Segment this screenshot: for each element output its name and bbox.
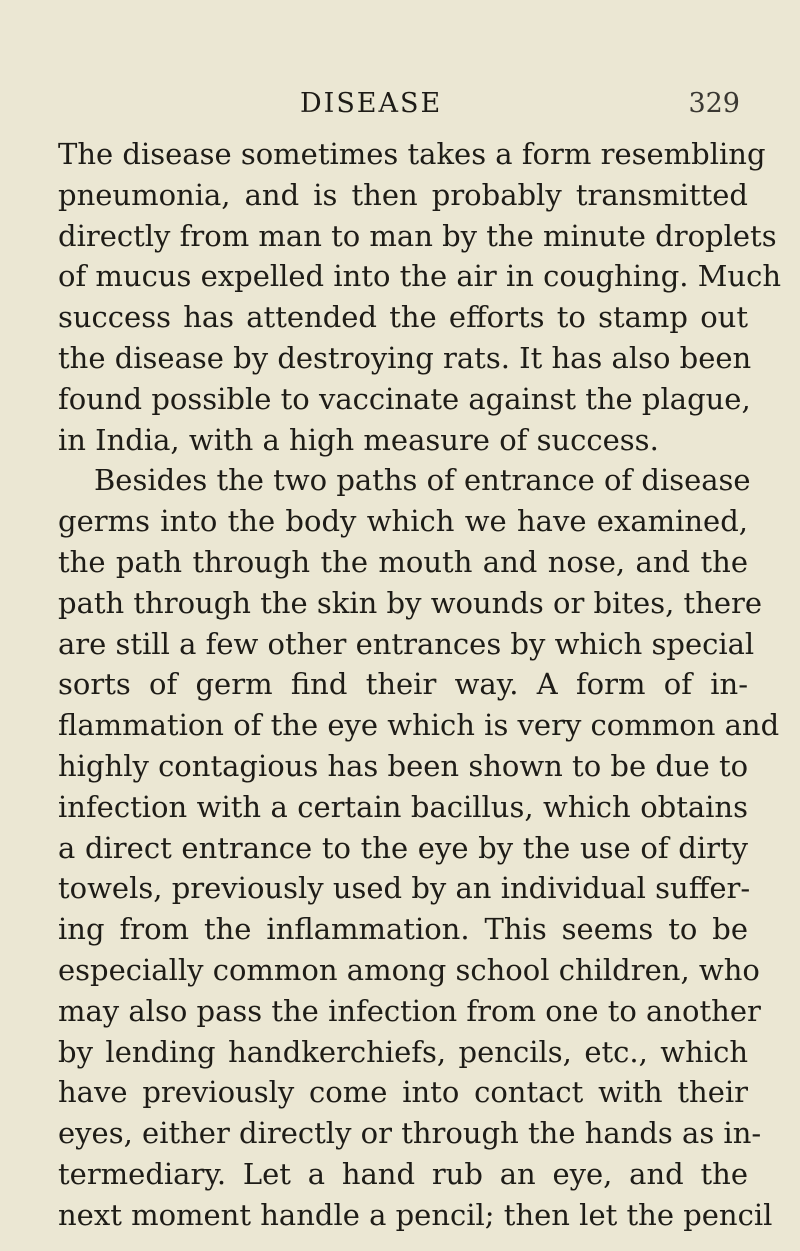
text-line: pneumonia, and is then probably transmitted xyxy=(58,177,748,212)
text-line: the disease by destroying rats. It has also been xyxy=(58,340,752,375)
text-line: towels, previously used by an individual suffer- xyxy=(58,871,751,906)
paragraph-start-line: Besides the two paths of entrance of disease xyxy=(94,463,751,498)
body-text xyxy=(58,134,782,1236)
text-line: a direct entrance to the eye by the use of dirty xyxy=(58,830,748,865)
text-line: of mucus expelled into the air in coughing. Much xyxy=(58,259,782,294)
text-line: directly from man to man by the minute droplets xyxy=(58,218,777,253)
paragraph-end-line: in India, with a high measure of success. xyxy=(58,422,659,457)
page-number: 329 xyxy=(688,88,740,119)
text-line: found possible to vaccinate against the plague, xyxy=(58,381,751,416)
text-line: by lending handkerchiefs, pencils, etc., which xyxy=(58,1034,748,1069)
text-line: termediary. Let a hand rub an eye, and the xyxy=(58,1156,748,1191)
chapter-title: DISEASE xyxy=(300,88,443,119)
text-line: The disease sometimes takes a form resembling xyxy=(58,137,766,171)
text-line: highly contagious has been shown to be due to xyxy=(58,748,749,783)
text-line: have previously come into contact with their xyxy=(58,1075,748,1110)
text-line: next moment handle a pencil; then let the pencil xyxy=(58,1197,773,1232)
text-line: success has attended the efforts to stamp out xyxy=(58,300,748,335)
running-head xyxy=(300,88,740,122)
text-line: eyes, either directly or through the hands as in- xyxy=(58,1116,762,1151)
text-line: infection with a certain bacillus, which obtains xyxy=(58,789,748,824)
text-line: germs into the body which we have examined, xyxy=(58,504,748,539)
text-line: flammation of the eye which is very common and xyxy=(58,708,780,743)
text-line: the path through the mouth and nose, and the xyxy=(58,544,748,579)
text-line: especially common among school children, who xyxy=(58,952,760,987)
text-line: path through the skin by wounds or bites, there xyxy=(58,585,763,620)
text-line: may also pass the infection from one to another xyxy=(58,993,761,1028)
text-line: ing from the inflammation. This seems to be xyxy=(58,912,748,947)
text-line: are still a few other entrances by which special xyxy=(58,626,755,661)
text-line: sorts of germ find their way. A form of in- xyxy=(58,667,748,702)
